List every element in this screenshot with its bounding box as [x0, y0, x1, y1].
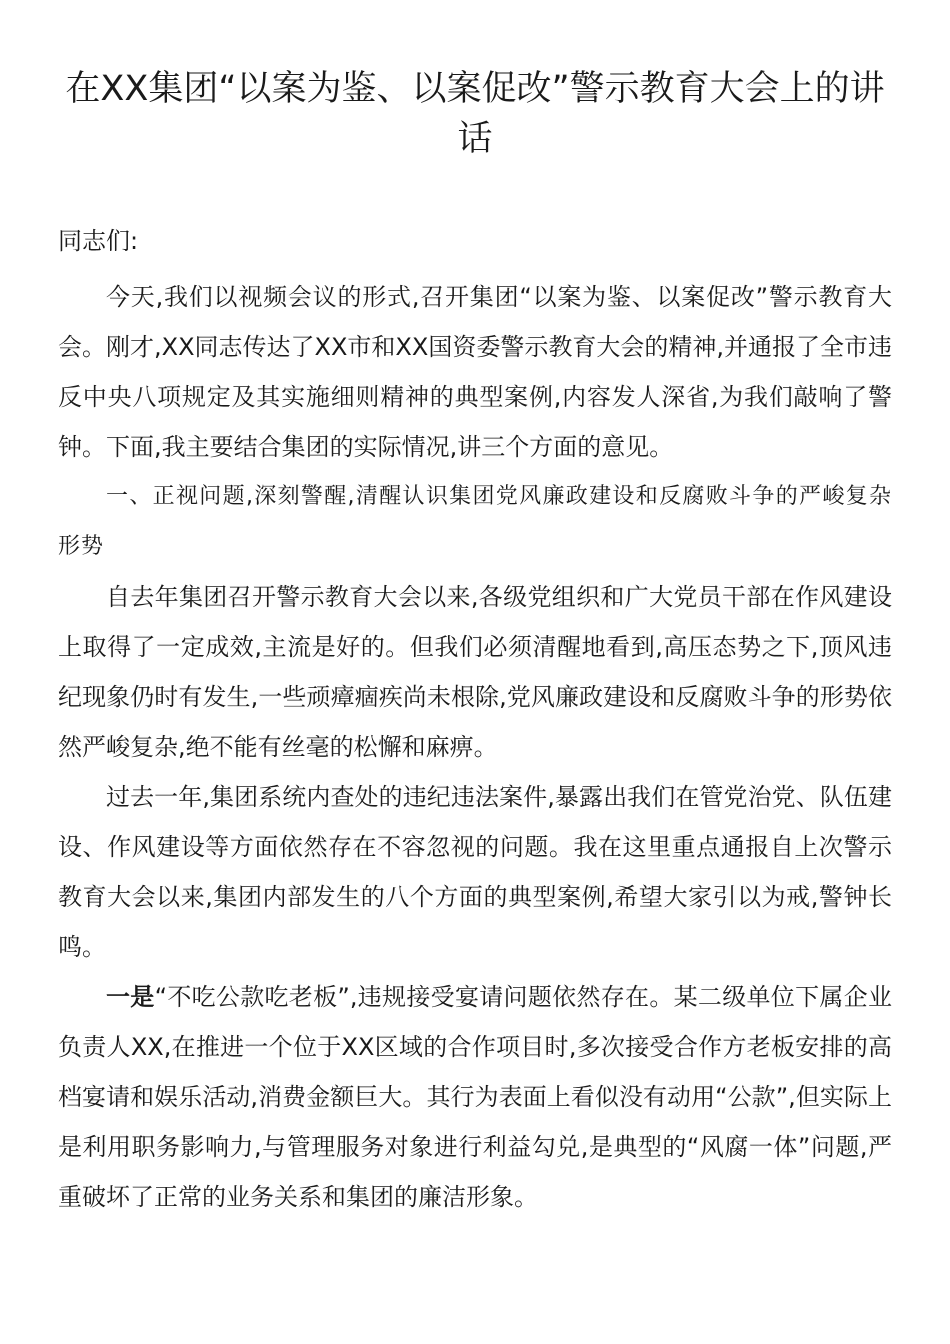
paragraph-intro: 今天,我们以视频会议的形式,召开集团“以案为鉴、以案促改”警示教育大会。刚才,XX同志传达了XX市和XX国资委警示教育大会的精神,并通报了全市违反中央八项规定及其实施细则精神的典型案例,内容发人深省,为我们敲响了警钟。下面,我主要结合集团的实际情况,讲三个方面的意见。 — [58, 283, 892, 461]
document-title: 在XX集团“以案为鉴、以案促改”警示教育大会上的讲话 — [65, 69, 885, 159]
document-body — [58, 216, 892, 1222]
case-1-text: “不吃公款吃老板”,违规接受宴请问题依然存在。某二级单位下属企业负责人XX,在推进一个位于XX区域的合作项目时,多次接受合作方老板安排的高档宴请和娱乐活动,消费金额巨大。其行为表面上看似没有动用“公款”,但实际上是利用职务影响力,与管理服务对象进行利益勾兑,是典型的“风腐一体”问题,严重破坏了正常的业务关系和集团的廉洁形象。 — [58, 983, 892, 1211]
paragraph-cases-overview: 过去一年,集团系统内查处的违纪违法案件,暴露出我们在管党治党、队伍建设、作风建设等方面依然存在不容忽视的问题。我在这里重点通报自上次警示教育大会以来,集团内部发生的八个方面的典型案例,希望大家引以为戒,警钟长鸣。 — [58, 783, 892, 961]
case-lead-label: 一是 — [106, 983, 155, 1011]
paragraph-case-1 — [58, 972, 892, 1222]
paragraph-situation: 自去年集团召开警示教育大会以来,各级党组织和广大党员干部在作风建设上取得了一定成效,主流是好的。但我们必须清醒地看到,高压态势之下,顶风违纪现象仍时有发生,一些顽瘴痼疾尚未根除,党风廉政建设和反腐败斗争的形势依然严峻复杂,绝不能有丝毫的松懈和麻痹。 — [58, 583, 892, 761]
greeting: 同志们: — [58, 227, 139, 255]
section-heading-1: 一、正视问题,深刻警醒,清醒认识集团党风廉政建设和反腐败斗争的严峻复杂形势 — [58, 484, 892, 559]
